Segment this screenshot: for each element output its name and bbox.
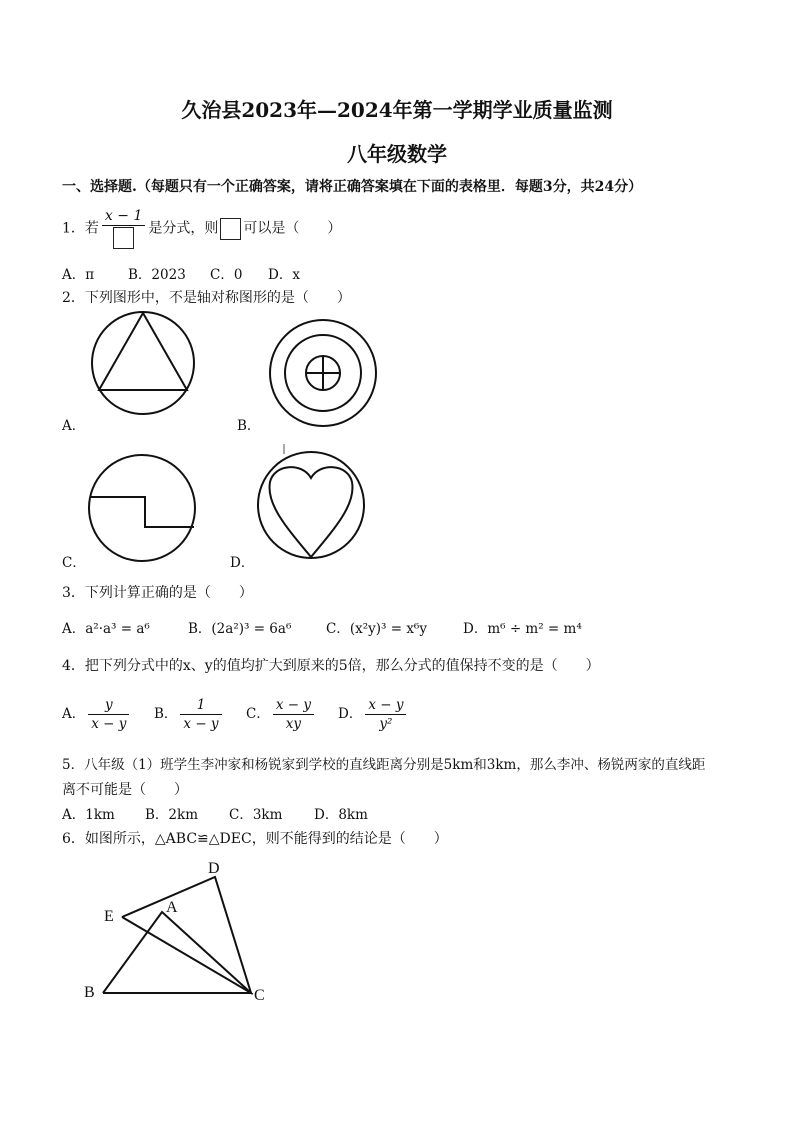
- q1-fraction: [102, 208, 145, 249]
- q1-prefix: 1．若: [62, 220, 99, 237]
- q1-option-a: A．π: [62, 267, 95, 283]
- figure-b-concentric-circles-cross: [268, 318, 380, 430]
- q5-option-a: A．1km: [62, 807, 115, 823]
- q4-d-denominator: y²: [379, 716, 393, 732]
- q4-b-denominator: x − y: [183, 716, 219, 732]
- question-5-line2: 离不可能是（ ）: [62, 782, 188, 798]
- q3-option-d: D．m⁶ ÷ m² = m⁴: [463, 621, 582, 637]
- q1-middle: 是分式，则: [148, 220, 219, 237]
- page-title: 久治县2023年—2024年第一学期学业质量监测: [181, 98, 613, 122]
- figure-q6-triangles: [80, 855, 280, 1010]
- figure-d-heart-in-circle: [256, 442, 368, 562]
- q2-label-d: D．: [230, 555, 255, 571]
- q5-option-d: D．8km: [314, 807, 368, 823]
- q4-label-b: B．: [154, 706, 178, 722]
- point-label-d: D: [208, 860, 220, 877]
- q1-numerator: x − 1: [102, 208, 145, 226]
- section-heading: 一、选择题.（每题只有一个正确答案，请将正确答案填在下面的表格里．每题3分，共24分）: [62, 179, 643, 195]
- q1-blank-box: [113, 227, 134, 249]
- q2-label-c: C．: [62, 555, 86, 571]
- q4-option-b: [154, 697, 225, 732]
- q1-inline-box: [220, 218, 241, 240]
- page-subtitle: 八年级数学: [347, 142, 447, 166]
- q4-option-a: [62, 697, 132, 732]
- q1-suffix: 可以是（ ）: [243, 220, 342, 237]
- q1-option-c: C．0: [210, 267, 243, 283]
- q4-c-numerator: x − y: [273, 697, 314, 715]
- q4-label-c: C．: [246, 706, 270, 722]
- q5-option-c: C．3km: [229, 807, 283, 823]
- question-3-stem: 3．下列计算正确的是（ ）: [62, 585, 253, 601]
- point-label-c: C: [254, 987, 265, 1004]
- q3-option-b: B．(2a²)³ = 6a⁶: [188, 621, 292, 637]
- q4-label-d: D．: [338, 706, 363, 722]
- q4-b-numerator: 1: [180, 697, 221, 715]
- q5-option-b: B．2km: [145, 807, 198, 823]
- point-label-a: A: [166, 899, 178, 916]
- q4-d-numerator: x − y: [365, 697, 406, 715]
- figure-c-step-in-circle: [88, 454, 198, 564]
- question-1: [62, 208, 341, 249]
- question-5-line1: 5．八年级（1）班学生李冲家和杨锐家到学校的直线距离分别是5km和3km，那么李冲、杨锐两家的直线距: [62, 757, 706, 773]
- q4-c-denominator: xy: [285, 716, 302, 732]
- question-4-stem: 4．把下列分式中的x、y的值均扩大到原来的5倍，那么分式的值保持不变的是（ ）: [62, 658, 600, 674]
- point-label-b: B: [84, 984, 95, 1001]
- q2-label-a: A．: [62, 418, 86, 434]
- q4-label-a: A．: [62, 706, 86, 722]
- q1-option-d: D．x: [268, 267, 300, 283]
- point-label-e: E: [104, 908, 114, 925]
- figure-a-triangle-in-circle: [90, 310, 200, 420]
- q4-a-numerator: y: [88, 697, 129, 715]
- q4-a-denominator: x − y: [91, 716, 127, 732]
- q1-option-b: B．2023: [128, 267, 186, 283]
- q3-option-a: A．a²·a³ = a⁶: [62, 621, 150, 637]
- q4-option-d: [338, 697, 409, 732]
- question-6-stem: 6．如图所示，△ABC≌△DEC，则不能得到的结论是（ ）: [62, 831, 448, 847]
- question-2-stem: 2．下列图形中，不是轴对称图形的是（ ）: [62, 290, 351, 306]
- q3-option-c: C．(x²y)³ = x⁶y: [326, 621, 427, 637]
- q4-option-c: [246, 697, 317, 732]
- q2-label-b: B．: [237, 418, 261, 434]
